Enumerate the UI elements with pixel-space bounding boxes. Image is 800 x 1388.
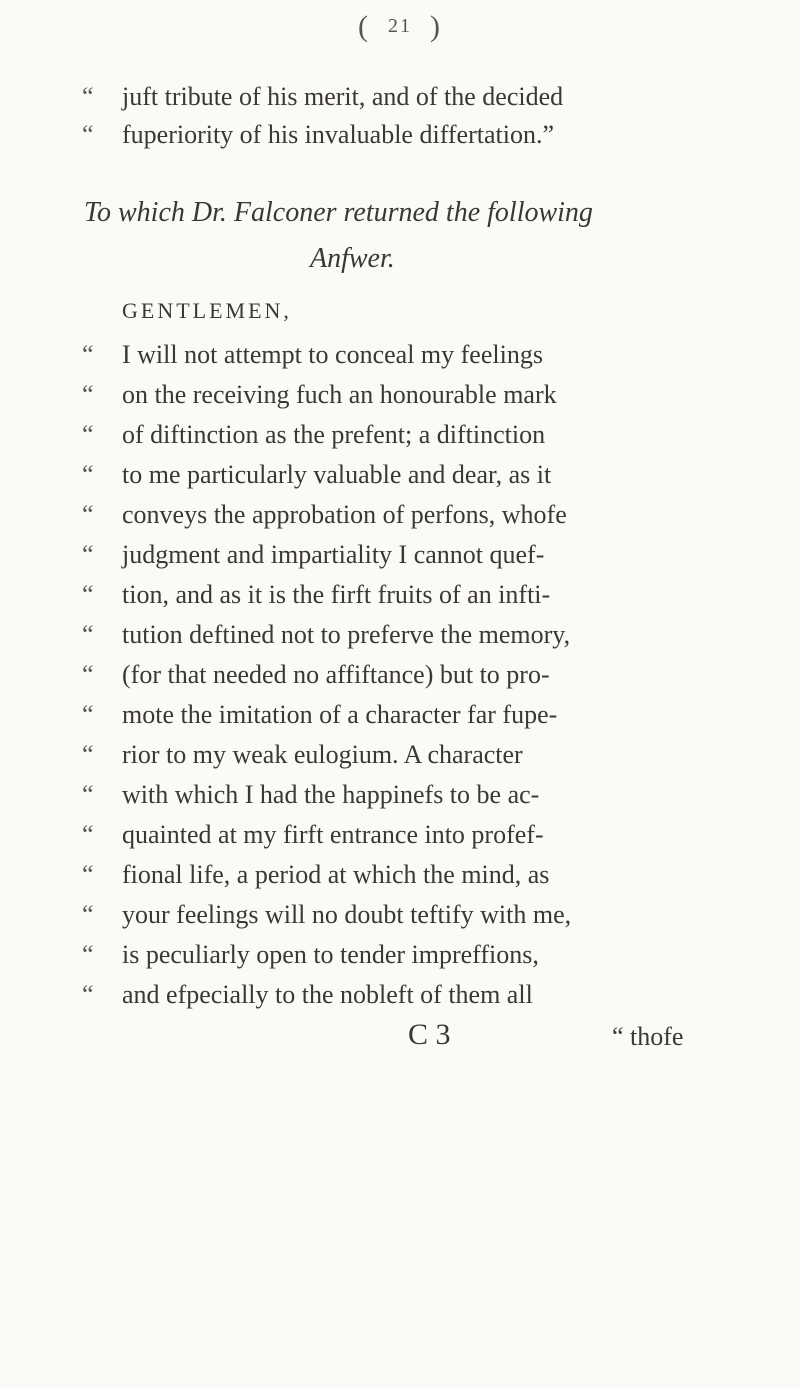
quote-mark: “ <box>82 980 94 1009</box>
line-text: juft tribute of his merit, and of the decided <box>122 82 564 111</box>
text-line <box>82 940 539 970</box>
right-paren: ) <box>430 10 442 43</box>
line-text: of diftinction as the prefent; a diftinction <box>122 420 546 449</box>
line-text: (for that needed no affiftance) but to pro- <box>122 660 550 689</box>
text-line <box>82 620 570 650</box>
text-line <box>82 500 567 530</box>
line-text: your feelings will no doubt teftify with me, <box>122 900 572 929</box>
line-text: fuperiority of his invaluable differtation.” <box>122 120 554 149</box>
page-header <box>0 10 800 60</box>
quote-mark: “ <box>82 380 94 409</box>
text-line <box>82 580 550 610</box>
quote-mark: “ <box>82 820 94 849</box>
quote-mark: “ <box>82 940 94 969</box>
quote-mark: “ <box>82 460 94 489</box>
text-line <box>82 420 545 450</box>
line-text: fional life, a period at which the mind, as <box>122 860 550 889</box>
text-line <box>82 660 550 690</box>
text-line <box>82 540 544 570</box>
text-line <box>82 340 543 370</box>
quote-mark: “ <box>82 900 94 929</box>
quote-mark: “ <box>82 120 94 149</box>
line-text: judgment and impartiality I cannot quef- <box>122 540 545 569</box>
quote-mark: “ <box>82 420 94 449</box>
page-number: 21 <box>388 15 412 37</box>
signature-mark: C 3 <box>408 1018 451 1051</box>
quote-mark: “ <box>82 660 94 689</box>
line-text: is peculiarly open to tender impreffions, <box>122 940 539 969</box>
quote-mark: “ <box>82 82 94 111</box>
quote-mark: “ <box>82 780 94 809</box>
text-line <box>82 980 533 1010</box>
line-text: quainted at my firft entrance into profef- <box>122 820 544 849</box>
text-line <box>82 120 554 150</box>
quote-mark: “ <box>82 620 94 649</box>
quote-mark: “ <box>82 860 94 889</box>
left-paren: ( <box>358 10 370 43</box>
text-line <box>82 780 539 810</box>
intro-line-answer: Anfwer. <box>310 243 395 274</box>
text-line <box>82 380 557 410</box>
text-line <box>82 460 551 490</box>
text-line <box>82 860 549 890</box>
line-text: I will not attempt to conceal my feelings <box>122 340 543 369</box>
quote-mark: “ <box>82 540 94 569</box>
text-line <box>82 82 563 112</box>
line-text: on the receiving fuch an honourable mark <box>122 380 557 409</box>
line-text: conveys the approbation of perfons, whofe <box>122 500 567 529</box>
quote-mark: “ <box>82 740 94 769</box>
line-text: mote the imitation of a character far fupe- <box>122 700 558 729</box>
intro-line: To which Dr. Falconer returned the following <box>84 197 593 228</box>
line-text: tion, and as it is the firft fruits of an infti- <box>122 580 551 609</box>
text-line <box>82 740 523 770</box>
text-line <box>82 820 544 850</box>
line-text: and efpecially to the nobleft of them all <box>122 980 533 1009</box>
catchword: “ thofe <box>612 1022 684 1051</box>
text-line <box>82 900 571 930</box>
line-text: rior to my weak eulogium. A character <box>122 740 523 769</box>
line-text: to me particularly valuable and dear, as it <box>122 460 552 489</box>
salutation: GENTLEMEN, <box>122 298 292 323</box>
quote-mark: “ <box>82 580 94 609</box>
line-text: with which I had the happinefs to be ac- <box>122 780 540 809</box>
quote-mark: “ <box>82 700 94 729</box>
quote-mark: “ <box>82 340 94 369</box>
quote-mark: “ <box>82 500 94 529</box>
text-line <box>82 700 557 730</box>
line-text: tution deftined not to preferve the memory, <box>122 620 571 649</box>
